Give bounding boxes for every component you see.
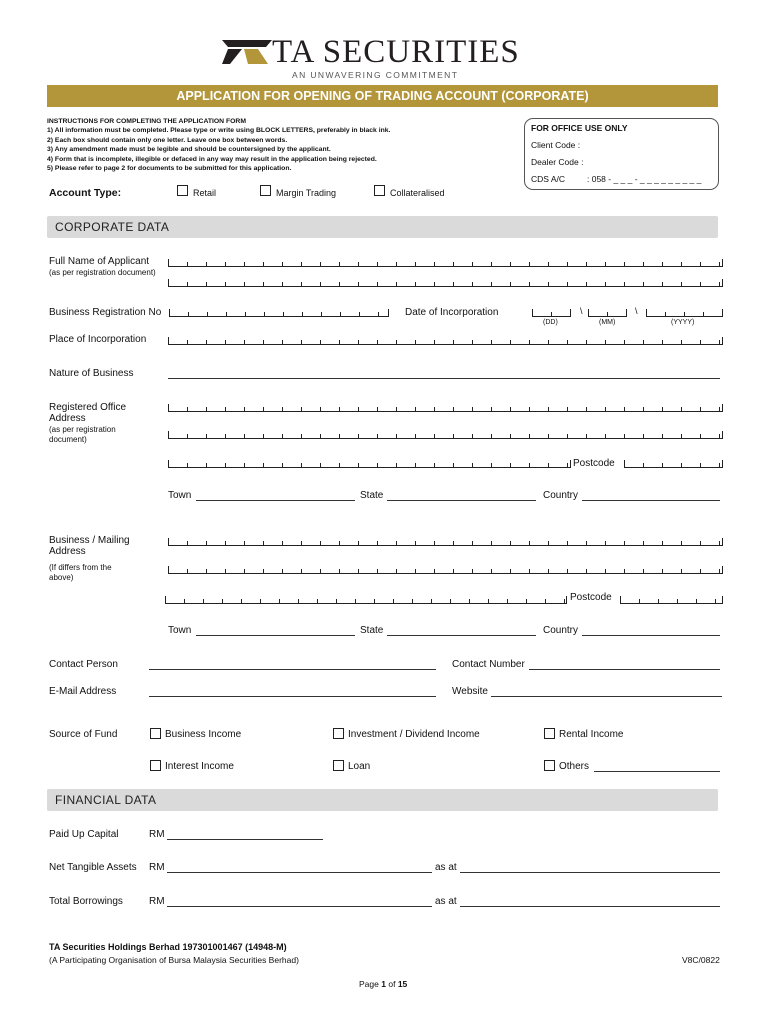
retail-checkbox[interactable] [177,185,188,196]
collateralised-label: Collateralised [390,188,445,198]
business-reg-label: Business Registration No [49,307,162,318]
reg-office-note-2: document) [49,435,87,444]
paid-up-label: Paid Up Capital [49,829,119,840]
interest-income-label: Interest Income [165,761,234,772]
ta-logo-icon [222,40,272,64]
rental-income-checkbox[interactable] [544,728,555,739]
page-current: 1 [381,979,386,989]
website-line[interactable] [491,696,722,697]
yyyy-caption: (YYYY) [671,319,695,326]
date-yyyy-boxes[interactable] [646,309,723,317]
dealer-code-field[interactable]: Dealer Code : [531,157,584,167]
country-line[interactable] [582,500,720,501]
reg-office-boxes-2[interactable] [168,431,723,439]
instruction-item: 3) Any amendment made must be legible and should be countersigned by the applicant. [47,146,331,154]
total-borrow-line[interactable] [167,906,432,907]
mailing-town-label: Town [168,625,192,636]
others-line[interactable] [594,771,720,772]
page-label: Page [359,979,379,989]
reg-office-label-2: Address [49,413,86,424]
rm-label: RM [149,829,165,840]
dd-caption: (DD) [543,319,558,326]
date-separator: \ [580,306,583,316]
margin-trading-label: Margin Trading [276,188,337,198]
mm-caption: (MM) [599,319,616,326]
mailing-note-2: above) [49,573,74,582]
reg-office-label: Registered Office [49,402,127,413]
contact-number-line[interactable] [529,669,720,670]
source-fund-label: Source of Fund [49,729,118,740]
date-inc-label: Date of Incorporation [405,307,499,318]
page-of: of [388,979,396,989]
as-at-label: as at [435,862,457,873]
place-inc-boxes[interactable] [168,337,723,345]
nature-label: Nature of Business [49,368,134,379]
date-separator: \ [635,306,638,316]
retail-label: Retail [193,188,217,198]
full-name-boxes-2[interactable] [168,279,723,287]
full-name-label: Full Name of Applicant [49,256,150,267]
total-borrow-label: Total Borrowings [49,896,123,907]
full-name-note: (as per registration document) [49,268,156,277]
instruction-item: 1) All information must be completed. Please type or write using BLOCK LETTERS, preferably in black ink. [47,127,391,135]
contact-person-label: Contact Person [49,659,118,670]
net-tangible-date-line[interactable] [460,872,720,873]
town-line[interactable] [196,500,355,501]
contact-number-label: Contact Number [452,659,525,670]
margin-trading-checkbox[interactable] [260,185,271,196]
footer-participating: (A Participating Organisation of Bursa Malaysia Securities Berhad) [49,955,299,965]
mailing-label: Business / Mailing [49,535,130,546]
net-tangible-line[interactable] [167,872,432,873]
as-at-label: as at [435,896,457,907]
reg-office-boxes-1[interactable] [168,404,723,412]
state-label: State [360,490,384,501]
investment-income-checkbox[interactable] [333,728,344,739]
nature-line[interactable] [168,378,720,379]
company-logo-text: TA SECURITIES [272,34,520,70]
corporate-section-header: CORPORATE DATA [47,216,718,238]
postcode-label: Postcode [573,458,615,469]
mailing-boxes-3[interactable] [165,596,567,604]
postcode-boxes[interactable] [624,460,723,468]
tagline: AN UNWAVERING COMMITMENT [292,70,459,80]
net-tangible-label: Net Tangible Assets [49,862,137,873]
state-line[interactable] [387,500,536,501]
instructions [47,117,517,173]
office-use-box [524,118,719,190]
footer-company: TA Securities Holdings Berhad 197301001467 (14948-M) [49,942,287,952]
interest-income-checkbox[interactable] [150,760,161,771]
client-code-field[interactable]: Client Code : [531,140,581,150]
office-use-heading: FOR OFFICE USE ONLY [531,123,628,133]
mailing-country-label: Country [543,625,579,636]
town-label: Town [168,490,192,501]
paid-up-line[interactable] [167,839,323,840]
business-reg-boxes[interactable] [169,309,389,317]
email-line[interactable] [149,696,436,697]
mailing-state-label: State [360,625,384,636]
email-label: E-Mail Address [49,686,117,697]
mailing-country-line[interactable] [582,635,720,636]
cds-value[interactable]: : 058 - _ _ _ - _ _ _ _ _ _ _ _ _ [587,174,702,184]
instruction-item: 5) Please refer to page 2 for documents to be submitted for this application. [47,165,292,173]
others-label: Others [559,761,590,772]
mailing-town-line[interactable] [196,635,355,636]
business-income-label: Business Income [165,729,242,740]
rm-label: RM [149,862,165,873]
account-type-label: Account Type: [49,187,122,199]
loan-label: Loan [348,761,371,772]
mailing-state-line[interactable] [387,635,536,636]
form-title: APPLICATION FOR OPENING OF TRADING ACCOUNT (CORPORATE) [47,85,718,107]
date-dd-boxes[interactable] [532,309,571,317]
rental-income-label: Rental Income [559,729,624,740]
collateralised-checkbox[interactable] [374,185,385,196]
instruction-item: 4) Form that is incomplete, illegible or defaced in any way may result in the application being rejected. [47,155,377,163]
mailing-boxes-1[interactable] [168,538,723,546]
date-mm-boxes[interactable] [588,309,627,317]
others-checkbox[interactable] [544,760,555,771]
reg-office-boxes-3[interactable] [168,460,571,468]
country-label: Country [543,490,579,501]
mailing-label-2: Address [49,546,86,557]
place-inc-label: Place of Incorporation [49,334,147,345]
mailing-postcode-boxes[interactable] [620,596,723,604]
reg-office-note: (as per registration [49,425,116,434]
total-borrow-date-line[interactable] [460,906,720,907]
mailing-note: (If differs from the [49,563,112,572]
cds-label: CDS A/C [531,174,566,184]
footer-version: V8C/0822 [682,955,720,965]
page-total: 15 [397,979,408,989]
financial-section-header: FINANCIAL DATA [47,789,718,811]
loan-checkbox[interactable] [333,760,344,771]
business-income-checkbox[interactable] [150,728,161,739]
rm-label: RM [149,896,165,907]
website-label: Website [452,686,488,697]
instructions-heading: INSTRUCTIONS FOR COMPLETING THE APPLICATION FORM [47,118,246,125]
page-number [359,979,407,989]
mailing-boxes-2[interactable] [168,566,723,574]
full-name-boxes-1[interactable] [168,259,723,267]
mailing-postcode-label: Postcode [570,592,612,603]
instruction-item: 2) Each box should contain only one letter. Leave one box between words. [47,136,288,144]
contact-person-line[interactable] [149,669,436,670]
investment-income-label: Investment / Dividend Income [348,729,480,740]
